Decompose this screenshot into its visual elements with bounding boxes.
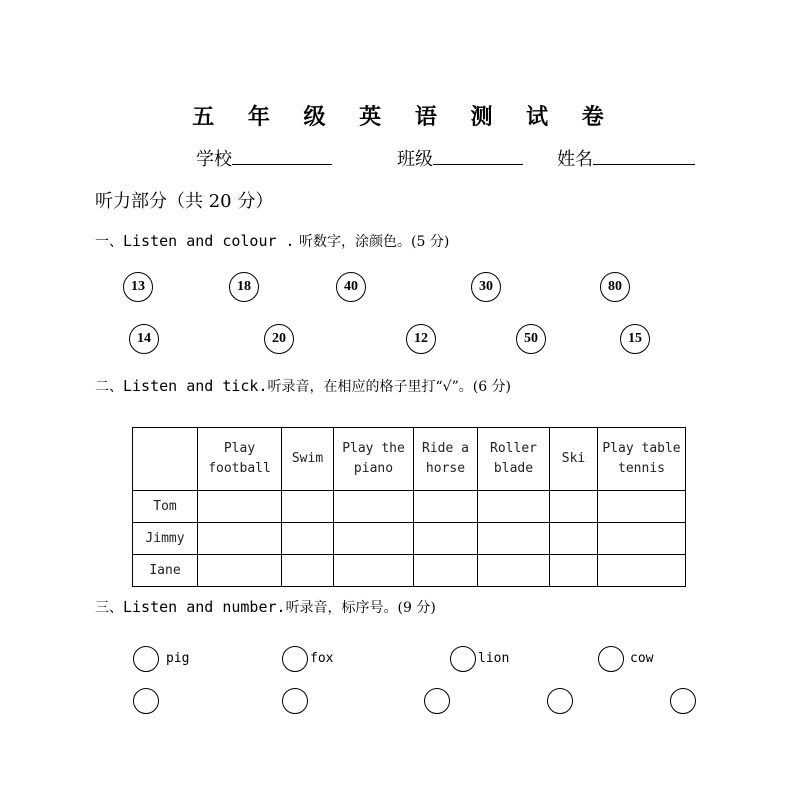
name-field: [557, 145, 695, 171]
column-header: Roller blade: [478, 428, 550, 491]
picture-circle[interactable]: [424, 688, 450, 714]
picture-circle[interactable]: [133, 688, 159, 714]
class-blank[interactable]: [433, 146, 523, 165]
corner-cell: [133, 428, 198, 491]
tick-cell[interactable]: [282, 523, 334, 555]
q1-prefix: 一、: [95, 234, 123, 250]
tick-cell[interactable]: [198, 555, 282, 587]
word-label: cow: [630, 651, 654, 666]
column-header: Swim: [282, 428, 334, 491]
tick-cell[interactable]: [478, 523, 550, 555]
number-circle[interactable]: 18: [229, 272, 259, 302]
column-header: Ride a horse: [414, 428, 478, 491]
word-label: lion: [478, 651, 510, 666]
number-circle[interactable]: 20: [264, 324, 294, 354]
q3-prefix: 三、: [95, 600, 123, 616]
column-header: Play football: [198, 428, 282, 491]
q3-chinese: 听录音，标序号。(9 分): [285, 600, 436, 616]
number-circle[interactable]: 50: [516, 324, 546, 354]
q2-english: Listen and tick.: [123, 377, 268, 395]
tick-cell[interactable]: [414, 491, 478, 523]
q2-prefix: 二、: [95, 379, 123, 395]
number-circle[interactable]: 14: [129, 324, 159, 354]
number-circle[interactable]: 15: [620, 324, 650, 354]
tick-cell[interactable]: [598, 491, 686, 523]
tick-cell[interactable]: [282, 555, 334, 587]
number-circle[interactable]: 12: [406, 324, 436, 354]
name-blank[interactable]: [593, 146, 695, 165]
class-label: 班级: [397, 149, 433, 170]
tick-cell[interactable]: [598, 523, 686, 555]
page-title: 五 年 级 英 语 测 试 卷: [192, 105, 617, 130]
tick-cell[interactable]: [550, 523, 598, 555]
school-label: 学校: [196, 149, 232, 170]
table-row: [133, 555, 686, 587]
tick-cell[interactable]: [334, 523, 414, 555]
number-circle[interactable]: 30: [471, 272, 501, 302]
tick-cell[interactable]: [550, 555, 598, 587]
tick-cell[interactable]: [334, 491, 414, 523]
column-header: Play table tennis: [598, 428, 686, 491]
number-circle[interactable]: 40: [336, 272, 366, 302]
table-row: [133, 491, 686, 523]
tick-cell[interactable]: [414, 523, 478, 555]
word-label: pig: [166, 651, 190, 666]
tick-cell[interactable]: [198, 491, 282, 523]
picture-circle[interactable]: [670, 688, 696, 714]
tick-cell[interactable]: [198, 523, 282, 555]
row-label: Iane: [133, 555, 198, 587]
row-label: Jimmy: [133, 523, 198, 555]
answer-circle[interactable]: [598, 646, 624, 672]
column-header: Ski: [550, 428, 598, 491]
school-blank[interactable]: [232, 146, 332, 165]
picture-circle[interactable]: [547, 688, 573, 714]
q2-heading: [95, 376, 511, 396]
column-header: Play the piano: [334, 428, 414, 491]
tick-cell[interactable]: [334, 555, 414, 587]
number-circle[interactable]: 80: [600, 272, 630, 302]
class-field: [397, 145, 523, 171]
q1-chinese: 听数字，涂颜色。(5 分): [294, 234, 450, 250]
listening-header: 听力部分（共 20 分）: [95, 191, 274, 212]
tick-table: [132, 427, 686, 587]
q2-chinese: 听录音，在相应的格子里打“√”。(6 分): [267, 379, 512, 395]
q1-heading: [95, 231, 449, 251]
tick-cell[interactable]: [282, 491, 334, 523]
q3-english: Listen and number.: [123, 598, 286, 616]
q3-heading: [95, 597, 436, 617]
tick-cell[interactable]: [414, 555, 478, 587]
picture-circle[interactable]: [282, 688, 308, 714]
q1-english: Listen and colour .: [123, 232, 295, 250]
number-circle[interactable]: 13: [123, 272, 153, 302]
tick-cell[interactable]: [478, 491, 550, 523]
name-label: 姓名: [557, 149, 593, 170]
answer-circle[interactable]: [133, 646, 159, 672]
tick-cell[interactable]: [478, 555, 550, 587]
answer-circle[interactable]: [450, 646, 476, 672]
table-row: [133, 523, 686, 555]
row-label: Tom: [133, 491, 198, 523]
tick-cell[interactable]: [598, 555, 686, 587]
word-label: fox: [310, 651, 334, 666]
school-field: [196, 145, 332, 171]
tick-cell[interactable]: [550, 491, 598, 523]
answer-circle[interactable]: [282, 646, 308, 672]
